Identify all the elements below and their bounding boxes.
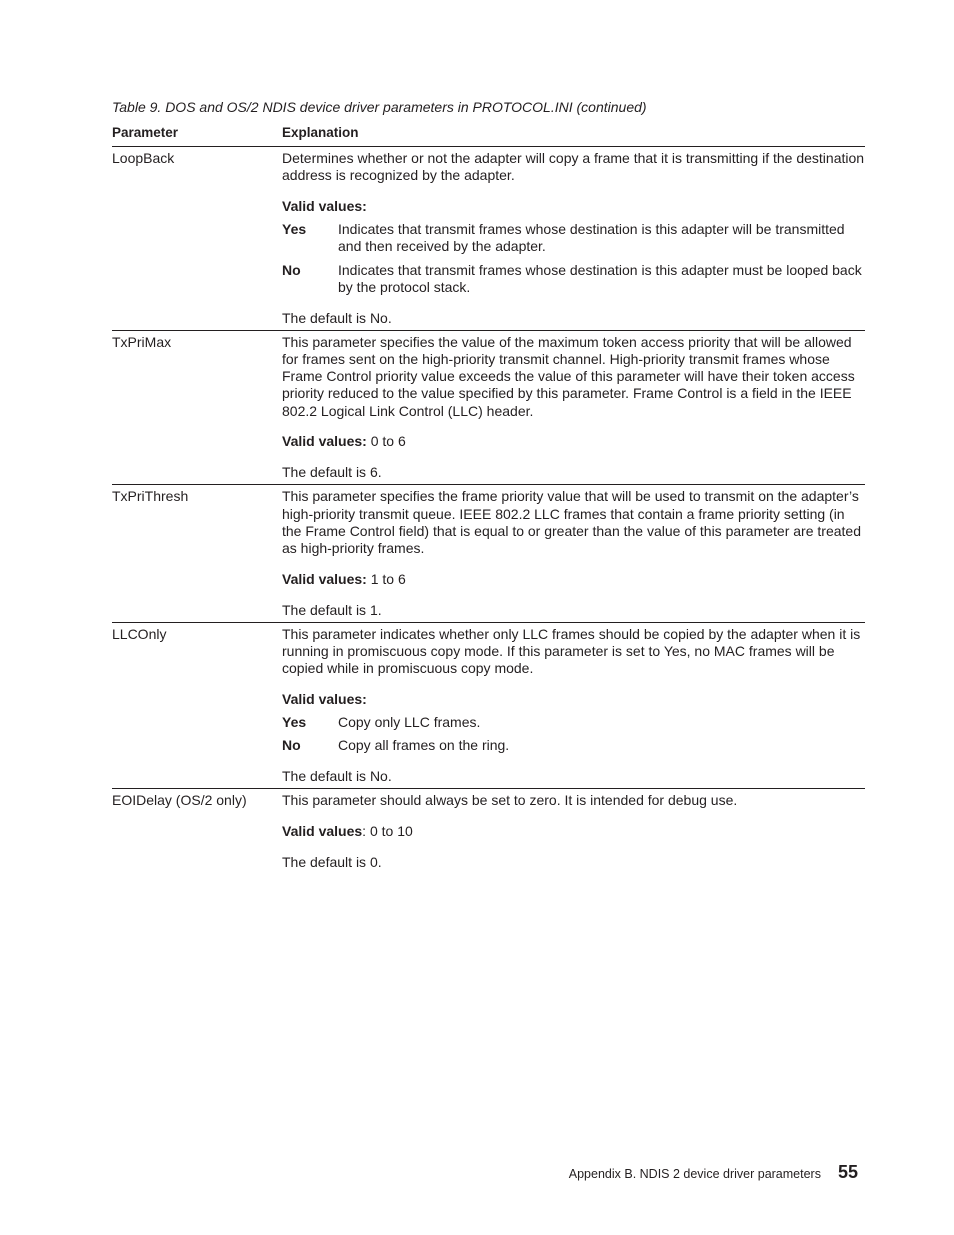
default-value: The default is No. bbox=[282, 768, 392, 785]
parameters-table bbox=[112, 124, 865, 874]
parameter-name: LLCOnly bbox=[112, 625, 167, 642]
valid-values-label: Valid values: bbox=[282, 691, 367, 708]
explanation-cell bbox=[282, 331, 865, 485]
valid-values-label: Valid values: bbox=[282, 198, 367, 214]
valid-values-label: Valid values bbox=[282, 823, 363, 840]
value-term: Yes bbox=[282, 221, 307, 238]
parameter-name: TxPriThresh bbox=[112, 488, 189, 505]
valid-values bbox=[282, 823, 865, 840]
explanation-cell bbox=[282, 789, 865, 874]
value-yes bbox=[282, 714, 865, 731]
explanation-cell bbox=[282, 147, 865, 330]
table-row bbox=[112, 789, 865, 874]
header-parameter: Parameter bbox=[112, 125, 179, 140]
value-description: Indicates that transmit frames whose destination is this adapter must be looped back by the protocol stack. bbox=[338, 261, 862, 295]
value-description: Indicates that transmit frames whose destination is this adapter will be transmitted and then received by the adapter. bbox=[338, 221, 845, 255]
default-value: The default is 6. bbox=[282, 464, 382, 481]
parameter-description: This parameter specifies the value of the maximum token access priority that will be allowed for frames sent on the high-priority transmit channel. High-priority transmit frames whose Frame Control priority value exceeds the value of this parameter will have their token access priority reduced to the value specified by this parameter. Frame Control is a field in the IEEE 802.2 Logical Link Control (LLC) header. bbox=[282, 333, 855, 419]
parameter-name: TxPriMax bbox=[112, 333, 172, 350]
default-value: The default is No. bbox=[282, 309, 392, 326]
default-value: The default is 0. bbox=[282, 854, 382, 871]
table-row bbox=[112, 623, 865, 790]
default-value: The default is 1. bbox=[282, 601, 382, 618]
valid-values-range: 1 to 6 bbox=[366, 570, 406, 587]
parameter-description: This parameter should always be set to zero. It is intended for debug use. bbox=[282, 792, 738, 809]
parameter-description: This parameter specifies the frame priority value that will be used to transmit on the adapter’s high-priority transmit queue. IEEE 802.2 LLC frames that contain a frame priority setting (in the Frame Control field) that is equal to or greater than the value of this parameter are treated as high-priority frames. bbox=[282, 488, 861, 557]
header-explanation: Explanation bbox=[282, 125, 359, 140]
valid-values-range: : 0 to 10 bbox=[362, 823, 413, 840]
table-row bbox=[112, 485, 865, 622]
value-term: Yes bbox=[282, 714, 307, 731]
value-description: Copy only LLC frames. bbox=[338, 714, 481, 731]
table-caption: Table 9. DOS and OS/2 NDIS device driver parameters in PROTOCOL.INI (continued) bbox=[112, 99, 647, 115]
value-term: No bbox=[282, 737, 301, 754]
value-yes bbox=[282, 221, 865, 255]
parameter-description: Determines whether or not the adapter will copy a frame that it is transmitting if the destination address is recognized by the adapter. bbox=[282, 150, 865, 184]
value-term: No bbox=[282, 261, 301, 278]
parameter-name: LoopBack bbox=[112, 150, 175, 166]
value-no bbox=[282, 262, 865, 296]
table-header bbox=[112, 124, 865, 147]
page-footer bbox=[569, 1162, 858, 1183]
value-description: Copy all frames on the ring. bbox=[338, 737, 510, 754]
valid-values bbox=[282, 433, 865, 450]
explanation-cell bbox=[282, 623, 865, 789]
valid-values-label: Valid values: bbox=[282, 433, 367, 450]
valid-values-label: Valid values: bbox=[282, 570, 367, 587]
table-row bbox=[112, 331, 865, 486]
valid-values bbox=[282, 571, 865, 588]
parameter-description: This parameter indicates whether only LLC frames should be copied by the adapter when it is running in promiscuous copy mode. If this parameter is set to Yes, no MAC frames will be copied while in promiscuous copy mode. bbox=[282, 625, 861, 677]
footer-section-title: Appendix B. NDIS 2 device driver parameters bbox=[568, 1167, 821, 1181]
table-row bbox=[112, 147, 865, 331]
valid-values-range: 0 to 6 bbox=[366, 433, 406, 450]
page-number: 55 bbox=[837, 1162, 858, 1182]
value-no bbox=[282, 737, 865, 754]
parameter-name: EOIDelay (OS/2 only) bbox=[112, 792, 247, 809]
explanation-cell bbox=[282, 485, 865, 621]
